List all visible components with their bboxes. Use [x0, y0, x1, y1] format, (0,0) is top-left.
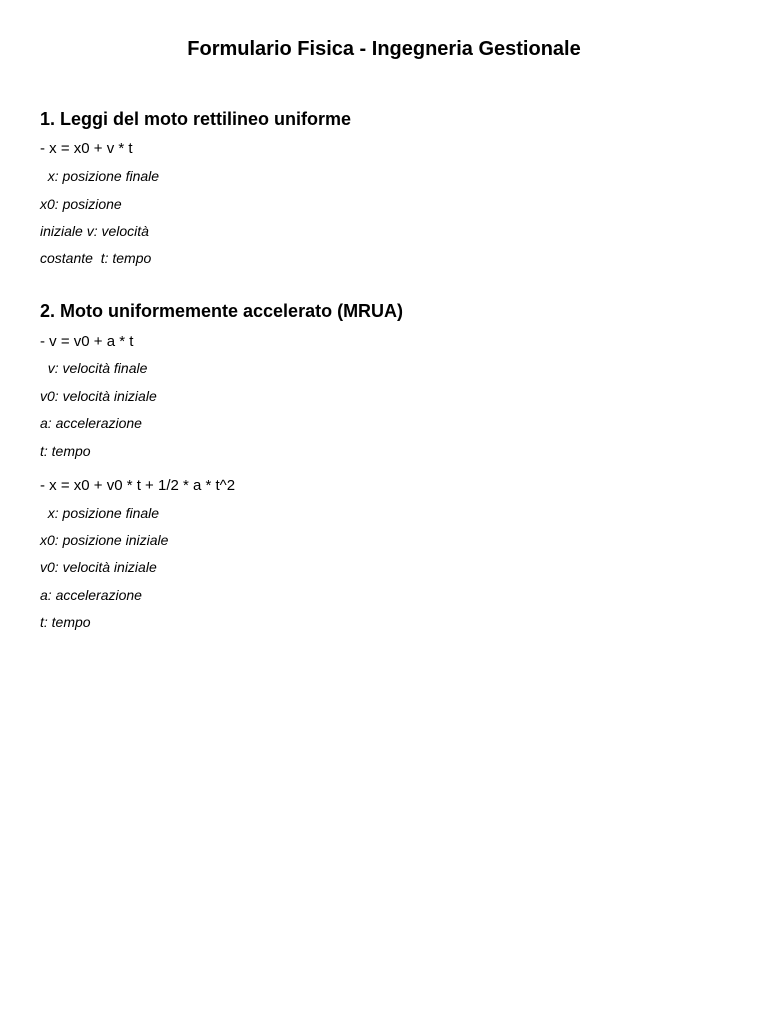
variable-description: costante t: tempo — [40, 250, 152, 266]
variable-description: x0: posizione iniziale — [40, 532, 169, 548]
section-heading-1: 1. Leggi del moto rettilineo uniforme — [40, 109, 352, 129]
formula-position: - x = x0 + v0 * t + 1/2 * a * t^2 — [40, 477, 236, 494]
formula-uniform-motion: - x = x0 + v * t — [40, 140, 133, 157]
variable-description: iniziale v: velocità — [40, 223, 149, 239]
variable-description: v0: velocità iniziale — [40, 559, 157, 575]
variable-description: t: tempo — [40, 443, 91, 459]
variable-description: a: accelerazione — [40, 587, 142, 603]
variable-description: t: tempo — [40, 614, 91, 630]
section-heading-2: 2. Moto uniformemente accelerato (MRUA) — [40, 301, 404, 321]
variable-description: v: velocità finale — [40, 360, 148, 376]
variable-description: x: posizione finale — [40, 168, 160, 184]
variable-description: x: posizione finale — [40, 505, 160, 521]
formula-velocity: - v = v0 + a * t — [40, 333, 134, 350]
variable-description: x0: posizione — [40, 196, 122, 212]
variable-description: a: accelerazione — [40, 415, 142, 431]
variable-description: v0: velocità iniziale — [40, 388, 157, 404]
page-title: Formulario Fisica - Ingegneria Gestionale — [187, 38, 581, 60]
